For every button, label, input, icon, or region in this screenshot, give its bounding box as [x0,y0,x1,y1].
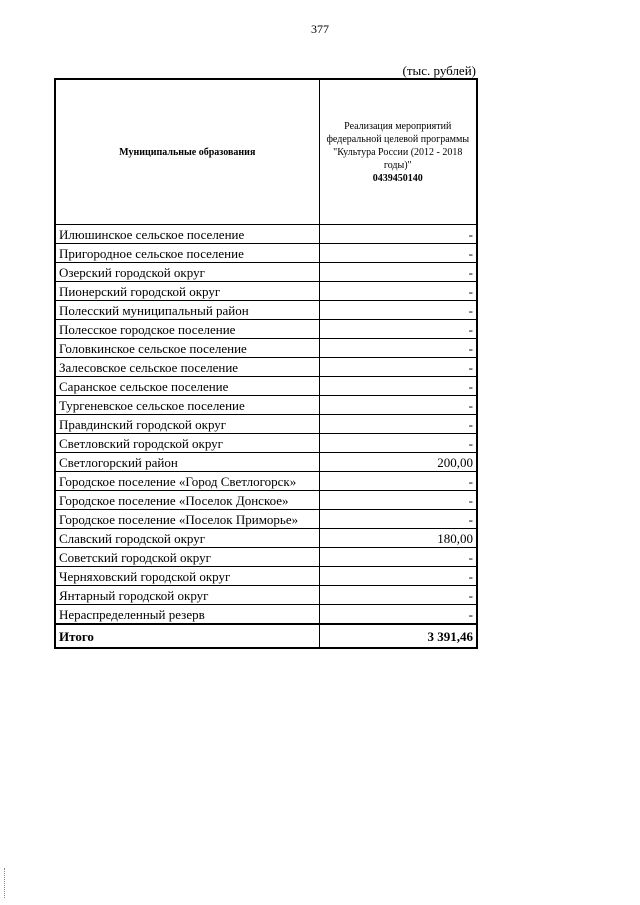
municipality-name: Полесский муниципальный район [55,301,319,320]
table-row [55,529,477,548]
table-row [55,320,477,339]
table-row [55,263,477,282]
table-row [55,472,477,491]
total-row [55,624,477,648]
municipality-name: Пригородное сельское поселение [55,244,319,263]
program-amount: - [319,320,477,339]
program-amount: - [319,605,477,625]
municipality-name: Правдинский городской округ [55,415,319,434]
municipality-name: Озерский городской округ [55,263,319,282]
program-amount: - [319,396,477,415]
municipality-name: Черняховский городской округ [55,567,319,586]
municipality-name: Пионерский городской округ [55,282,319,301]
unit-note: (тыс. рублей) [402,63,476,78]
municipality-name: Славский городской округ [55,529,319,548]
column-header-municipalities: Муниципальные образования [55,79,319,225]
table-row [55,605,477,625]
municipality-name: Нераспределенный резерв [55,605,319,625]
table-row [55,491,477,510]
table-row [55,282,477,301]
table-row [55,567,477,586]
program-amount: - [319,263,477,282]
program-amount: - [319,301,477,320]
table-row [55,415,477,434]
program-amount: - [319,358,477,377]
program-amount: - [319,415,477,434]
budget-table [54,78,478,649]
page-number: 377 [311,22,329,36]
municipality-name: Полесское городское поселение [55,320,319,339]
municipality-name: Саранское сельское поселение [55,377,319,396]
table-row [55,301,477,320]
table-row [55,510,477,529]
table-header-row [55,79,477,225]
program-amount: - [319,586,477,605]
table-row [55,586,477,605]
program-amount: 200,00 [319,453,477,472]
program-amount: 180,00 [319,529,477,548]
table-row [55,377,477,396]
table-row [55,225,477,244]
program-code: 0439450140 [372,172,423,184]
total-label: Итого [55,624,319,648]
table-row [55,244,477,263]
column-header-program [319,79,477,225]
program-amount: - [319,434,477,453]
municipality-name: Головкинское сельское поселение [55,339,319,358]
program-amount: - [319,339,477,358]
total-value: 3 391,46 [319,624,477,648]
municipality-name: Залесовское сельское поселение [55,358,319,377]
municipality-name: Городское поселение «Поселок Донское» [55,491,319,510]
municipality-name: Светловский городской округ [55,434,319,453]
table-row [55,339,477,358]
table-body [55,225,477,625]
municipality-name: Городское поселение «Поселок Приморье» [55,510,319,529]
program-amount: - [319,567,477,586]
municipality-name: Светлогорский район [55,453,319,472]
table-row [55,358,477,377]
municipality-name: Янтарный городской округ [55,586,319,605]
table-row [55,548,477,567]
municipality-name: Советский городской округ [55,548,319,567]
municipality-name: Городское поселение «Город Светлогорск» [55,472,319,491]
table-row [55,453,477,472]
table-row [55,434,477,453]
program-amount: - [319,225,477,244]
margin-mark [4,868,6,898]
municipality-name: Тургеневское сельское поселение [55,396,319,415]
program-amount: - [319,282,477,301]
program-amount: - [319,548,477,567]
program-amount: - [319,377,477,396]
program-amount: - [319,472,477,491]
program-title: Реализация мероприятий федеральной целевой программы "Культура России (2012 - 2018 годы)" [326,120,470,171]
program-amount: - [319,491,477,510]
municipality-name: Илюшинское сельское поселение [55,225,319,244]
program-amount: - [319,244,477,263]
table-row [55,396,477,415]
program-amount: - [319,510,477,529]
